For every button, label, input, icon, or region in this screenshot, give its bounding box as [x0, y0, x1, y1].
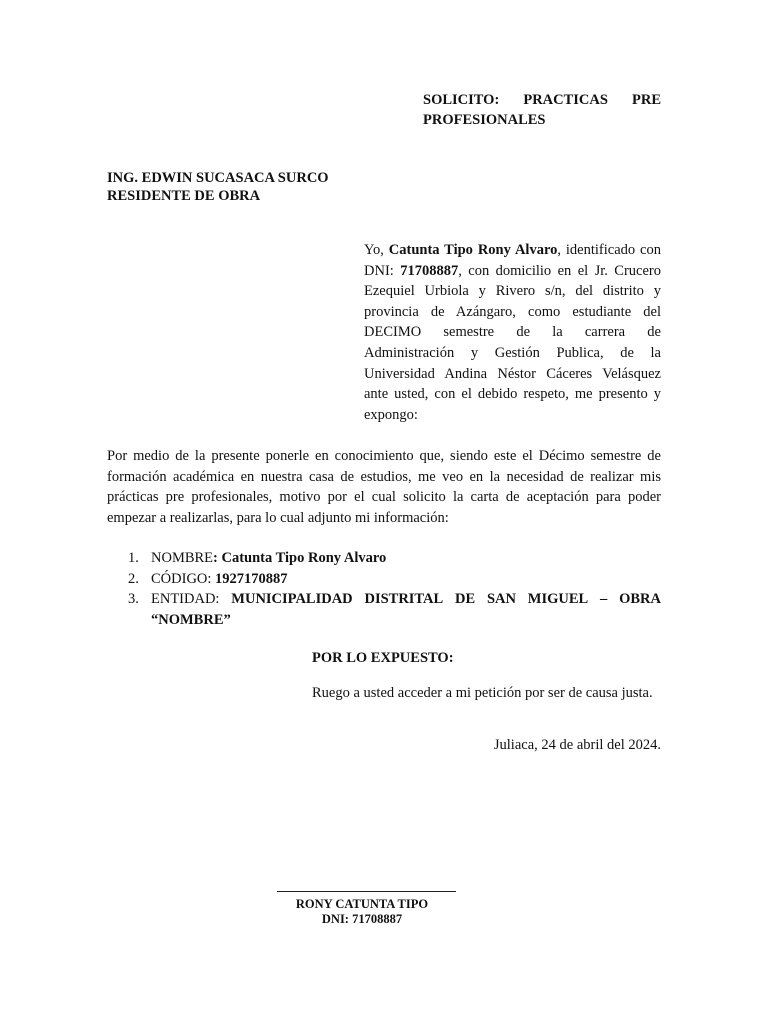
- subject-line-2: PROFESIONALES: [423, 112, 546, 128]
- recipient-block: [107, 169, 329, 205]
- entity-line-1: [151, 589, 661, 610]
- list-value: 1927170887: [215, 570, 288, 587]
- signature-line: [277, 891, 456, 892]
- closing-text: Ruego a usted acceder a mi petición por ser de causa justa.: [312, 685, 653, 701]
- subject-line-1: [423, 90, 661, 110]
- list-label: ENTIDAD:: [151, 591, 220, 608]
- entity-word: DE: [454, 591, 476, 608]
- intro-mid: , identificado con DNI:: [364, 242, 661, 279]
- list-item-entity: [107, 589, 661, 630]
- date-line: Juliaca, 24 de abril del 2024.: [493, 737, 661, 753]
- signature-name: RONY CATUNTA TIPO: [295, 897, 429, 911]
- entity-word: MUNICIPALIDAD: [231, 591, 353, 608]
- list-number: 3.: [128, 591, 139, 608]
- intro-paragraph: [364, 240, 661, 425]
- signature-dni: DNI: 71708887: [321, 911, 403, 926]
- list-label: CÓDIGO:: [151, 570, 216, 587]
- list-item-name: [107, 548, 661, 569]
- subject-label: SOLICITO:: [423, 92, 500, 108]
- list-number: 1.: [128, 550, 139, 566]
- list-number: 2.: [128, 570, 139, 587]
- list-value: : Catunta Tipo Rony Alvaro: [213, 550, 387, 566]
- entity-word: –: [600, 591, 608, 608]
- entity-word: DISTRITAL: [364, 591, 444, 608]
- recipient-name: ING. EDWIN SUCASACA SURCO: [107, 170, 329, 186]
- signature-block: [277, 897, 447, 926]
- entity-word: MIGUEL: [527, 591, 589, 608]
- subject-word-2: PRE: [631, 92, 661, 108]
- intro-prefix: Yo,: [364, 242, 389, 258]
- subject-word-1: PRACTICAS: [523, 92, 608, 108]
- list-label: NOMBRE: [151, 550, 214, 566]
- info-list: [107, 548, 661, 630]
- intro-dni: 71708887: [400, 262, 459, 279]
- entity-word: OBRA: [619, 591, 661, 608]
- intro-rest: , con domicilio en el Jr. Crucero Ezequiel Urbiola y Rivero s/n, del distrito y provincia de Azángaro, como estudiante del DECIMO semestre de la carrera de Administración y Gestión Publica, de la Universidad Andina Néstor Cáceres Velásquez ante usted, con el debido respeto, me presento y expongo:: [364, 262, 661, 423]
- intro-student-name: Catunta Tipo Rony Alvaro: [388, 242, 558, 258]
- closing-title: POR LO EXPUESTO:: [312, 650, 454, 666]
- recipient-role: RESIDENTE DE OBRA: [107, 188, 261, 204]
- entity-word: SAN: [486, 591, 516, 608]
- subject-heading: [423, 90, 661, 130]
- entity-line-2: “NOMBRE”: [151, 611, 231, 628]
- body-paragraph: Por medio de la presente ponerle en conocimiento que, siendo este el Décimo semestre de formación académica en nuestra casa de estudios, me veo en la necesidad de realizar mis prácticas pre profesionales, motivo por el cual solicito la carta de aceptación para poder empezar a realizarlas, para lo cual adjunto mi información:: [107, 448, 661, 526]
- list-item-code: [107, 569, 661, 590]
